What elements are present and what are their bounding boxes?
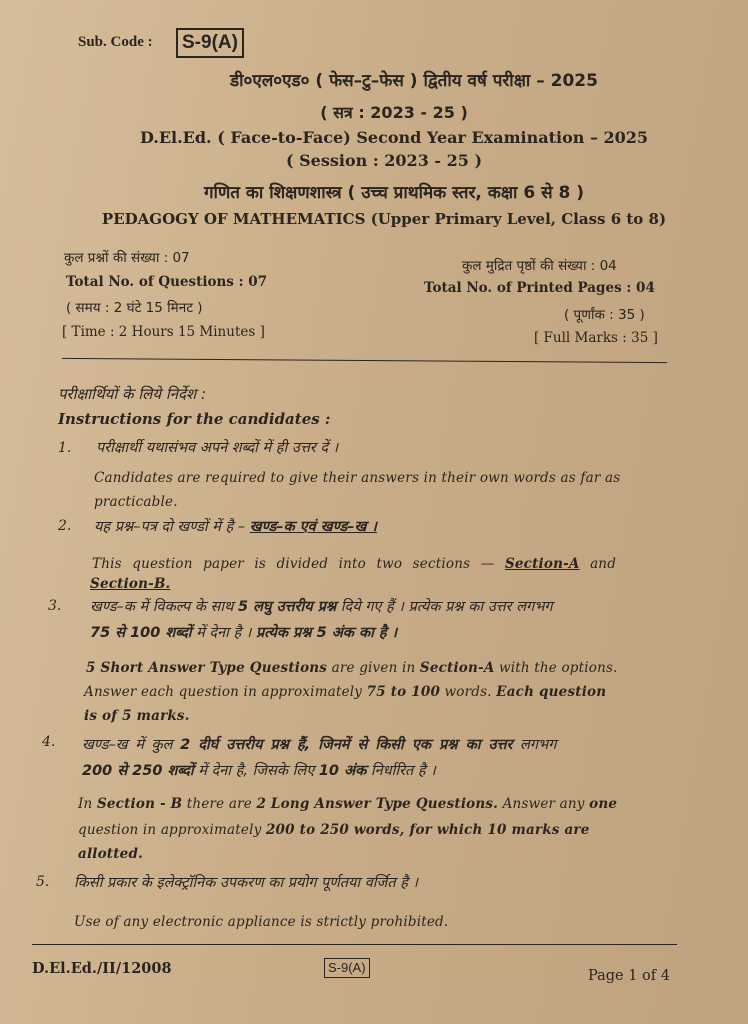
section-a-ref: Section-A xyxy=(419,660,495,676)
marks-per-question: is of 5 marks. xyxy=(84,708,190,724)
instruction-4-english-line3 xyxy=(78,846,143,862)
full-marks-hindi: ( पूर्णांक : 35 ) xyxy=(564,307,645,323)
instruction-3-marks: प्रत्येक प्रश्न 5 अंक का है । xyxy=(255,625,398,641)
time-hindi: ( समय : 2 घंटे 15 मिनट ) xyxy=(66,300,203,316)
exam-title-hindi: डी०एल०एड० ( फेस–टु–फेस ) द्वितीय वर्ष परीक्षा – 2025 xyxy=(230,71,598,91)
instruction-5-hindi: किसी प्रकार के इलेक्ट्रॉनिक उपकरण का प्रयोग पूर्णतया वर्जित है । xyxy=(74,875,418,891)
section-b-ref: Section - B xyxy=(96,796,183,812)
instruction-3-hindi-text-b: दिये गए हैं । प्रत्येक प्रश्न का उत्तर लगभग xyxy=(340,599,553,615)
pages-count-english: Total No. of Printed Pages : 04 xyxy=(424,280,655,296)
instruction-1-english-line2: practicable. xyxy=(94,494,178,510)
instruction-3-english-line3 xyxy=(84,708,190,724)
long-answer-count: 2 Long Answer Type Questions. xyxy=(256,796,499,812)
sub-code-box: S-9(A) xyxy=(176,28,244,58)
questions-count-english: Total No. of Questions : 07 xyxy=(66,274,268,290)
instructions-heading-hindi: परीक्षार्थियों के लिये निर्देश : xyxy=(58,385,207,403)
instruction-4-in: In xyxy=(78,796,93,812)
instruction-number: 2. xyxy=(58,518,72,534)
instruction-3-hindi-line1 xyxy=(90,596,553,616)
instruction-4-english-line2 xyxy=(78,822,590,838)
instruction-2-and: and xyxy=(590,556,617,572)
questions-count-hindi: कुल प्रश्नों की संख्या : 07 xyxy=(64,250,190,266)
instruction-4-english-text: question in approximately xyxy=(78,822,262,838)
instruction-2-hindi xyxy=(94,516,377,536)
full-marks-english: [ Full Marks : 35 ] xyxy=(534,330,658,346)
session-hindi: ( सत्र : 2023 - 25 ) xyxy=(320,103,468,122)
instruction-5-english: Use of any electronic appliance is strictly prohibited. xyxy=(74,914,449,930)
instruction-4-hindi-line1 xyxy=(82,734,556,754)
instruction-3-hindi-text: खण्ड–क में विकल्प के साथ xyxy=(90,599,234,615)
page-number: Page 1 of 4 xyxy=(588,968,670,984)
instruction-4-long-questions: 2 दीर्घ उत्तरीय प्रश्न हैं, जिनमें से किसी एक प्रश्न का उत्तर xyxy=(180,737,513,753)
instruction-3-english-text-c: Answer each question in approximately xyxy=(84,684,363,700)
instruction-4-hindi-text: खण्ड–ख में कुल xyxy=(82,737,173,753)
instruction-4-marks: 10 अंक xyxy=(318,763,367,779)
instruction-3-word-range: 75 से 100 शब्दों xyxy=(90,625,192,641)
footer-divider xyxy=(32,944,677,945)
pages-count-hindi: कुल मुद्रित पृष्ठों की संख्या : 04 xyxy=(462,258,617,274)
instruction-4-word-range: 200 से 250 शब्दों xyxy=(82,763,194,779)
instruction-3-hindi-text-c: में देना है । xyxy=(196,625,252,641)
paper-code: D.El.Ed./II/12008 xyxy=(32,960,172,977)
subject-english: PEDAGOGY OF MATHEMATICS (Upper Primary Level, Class 6 to 8) xyxy=(101,210,667,228)
instruction-2-sections-hindi: खण्ड–क एवं खण्ड–ख । xyxy=(249,519,377,535)
instruction-1-hindi: परीक्षार्थी यथासंभव अपने शब्दों में ही उत्तर दें । xyxy=(96,440,339,456)
session-english: ( Session : 2023 - 25 ) xyxy=(285,151,483,170)
instruction-4-english-line1 xyxy=(78,796,617,812)
instruction-number: 5. xyxy=(36,874,50,890)
instruction-3-english-words: words. xyxy=(444,684,492,700)
instruction-3-hindi-line2 xyxy=(90,622,397,642)
instruction-4-answer-any: Answer any xyxy=(502,796,585,812)
subject-hindi: गणित का शिक्षणशास्त्र ( उच्च प्राथमिक स्तर, कक्षा 6 से 8 ) xyxy=(203,183,585,203)
instruction-2-english-text: This question paper is divided into two sections — xyxy=(92,556,495,572)
instruction-4-hindi-text-b: लगभग xyxy=(520,737,557,753)
header-divider xyxy=(62,358,667,363)
instruction-2-english-line2 xyxy=(90,576,170,592)
instruction-number: 3. xyxy=(48,598,62,614)
each-question-label: Each question xyxy=(496,684,607,700)
instruction-4-hindi-line2 xyxy=(82,760,436,780)
instruction-3-english-line2 xyxy=(84,684,606,700)
instruction-3-english-text-b: with the options. xyxy=(499,660,618,676)
instruction-3-short-questions: 5 लघु उत्तरीय प्रश्न xyxy=(237,599,337,615)
time-english: [ Time : 2 Hours 15 Minutes ] xyxy=(62,324,265,340)
instruction-3-english-text: are given in xyxy=(331,660,416,676)
instructions-heading-english: Instructions for the candidates : xyxy=(58,410,331,428)
instruction-1-english-line1: Candidates are required to give their answers in their own words as far as xyxy=(94,470,621,486)
instruction-number: 1. xyxy=(58,440,72,456)
sub-code-label: Sub. Code : xyxy=(78,34,153,50)
instruction-3-english-line1 xyxy=(86,660,618,676)
instruction-2-hindi-text: यह प्रश्न–पत्र दो खण्डों में है – xyxy=(94,519,246,535)
instruction-4-allotted: allotted. xyxy=(78,846,144,862)
section-b-label: Section-B. xyxy=(90,576,171,592)
instruction-4-hindi-text-c: में देना है, जिसके लिए xyxy=(198,763,315,779)
instruction-4-one: one xyxy=(589,796,618,812)
footer-sub-code: S-9(A) xyxy=(324,958,370,978)
word-range-short: 75 to 100 xyxy=(366,684,441,700)
short-answer-count: 5 Short Answer Type Questions xyxy=(86,660,328,676)
instruction-2-english-line1 xyxy=(92,556,616,572)
instruction-4-hindi-text-d: निर्धारित है । xyxy=(370,763,436,779)
word-range-long: 200 to 250 words, for which 10 marks are xyxy=(265,822,590,838)
instruction-number: 4. xyxy=(42,734,56,750)
instruction-4-there-are: there are xyxy=(186,796,252,812)
exam-title-english: D.El.Ed. ( Face-to-Face) Second Year Examination – 2025 xyxy=(139,128,649,147)
section-a-label: Section-A xyxy=(504,556,580,572)
